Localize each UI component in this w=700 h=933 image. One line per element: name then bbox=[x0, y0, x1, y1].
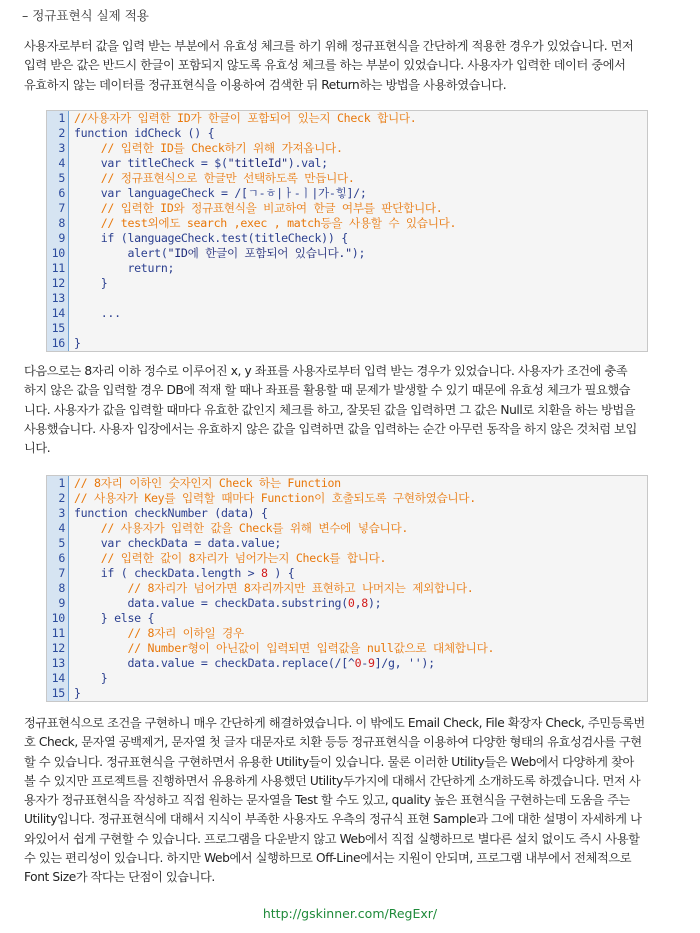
line-number: 7 bbox=[58, 566, 65, 580]
code-block-id-check bbox=[46, 110, 648, 352]
code-text: var languageCheck = /[ㄱ-ㅎ|ㅏ-ㅣ|가-힣]/; bbox=[74, 186, 367, 200]
code-line bbox=[47, 231, 647, 246]
line-number: 14 bbox=[51, 306, 65, 320]
paragraph-line: 사용자로부터 값을 입력 받는 부분에서 유효성 체크를 하기 위해 정규표현식을 간단하게 적용한 경우가 있었습니다. 먼저 bbox=[24, 39, 634, 53]
code-text: return; bbox=[74, 261, 175, 275]
code-text: // 정규표현식으로 한글만 선택하도록 만듭니다. bbox=[100, 171, 355, 185]
code-text: } bbox=[74, 671, 108, 685]
line-number: 10 bbox=[51, 611, 65, 625]
line-number: 6 bbox=[58, 551, 65, 565]
code-line bbox=[47, 671, 647, 686]
paragraph-line: 와있어서 쉽게 구현할 수 있습니다. 프로그램을 다운받지 않고 Web에서 직접 실행하므로 별다른 설치 없이도 즉시 사용할 bbox=[24, 831, 640, 846]
code-text: } bbox=[74, 336, 81, 350]
code-line bbox=[47, 186, 647, 201]
code-line bbox=[47, 306, 647, 321]
code-text: } bbox=[74, 686, 81, 700]
paragraph-line: 하지 않은 값을 입력할 경우 DB에 적재 할 때나 좌표를 활용할 때 문제가 발생할 수 있기 때문에 유효성 체크가 필요했습 bbox=[24, 383, 631, 398]
code-text: if ( checkData.length > 8 ) { bbox=[74, 566, 295, 580]
code-block-check-number bbox=[46, 475, 648, 702]
utility-paragraph bbox=[24, 714, 664, 888]
code-line bbox=[47, 261, 647, 276]
code-line bbox=[47, 141, 647, 156]
paragraph-line: 니다. 사용자가 값을 입력할 때마다 유효한 값인지 체크를 하고, 잘못된 값을 입력하면 그 값은 Null로 치환을 하는 방법을 bbox=[24, 402, 636, 417]
line-number: 5 bbox=[58, 536, 65, 550]
line-number: 6 bbox=[58, 186, 65, 200]
paragraph-line: 볼 수 있지만 프로젝트를 진행하면서 유용하게 사용했던 Utility두가지에 대해서 간단하게 소개하도록 하겠습니다. 먼저 사 bbox=[24, 773, 641, 788]
paragraph-line: 수 있는 편리성이 있습니다. 하지만 Web에서 실행하므로 Off-Line에서는 지원이 안되며, 프로그램 내부에서 전체적으로 bbox=[24, 851, 632, 866]
code-line bbox=[47, 626, 647, 641]
paragraph-line: 다음으로는 8자리 이하 정수로 이루어진 x, y 좌표를 사용자로부터 입력 받는 경우가 있었습니다. 사용자가 조건에 충족 bbox=[24, 364, 628, 378]
code-text: // Number형이 아닌값이 입력되면 입력값을 null값으로 대체합니다. bbox=[127, 641, 495, 655]
paragraph-line: 입력 받은 값은 반드시 한글이 포함되지 않도록 유효성 체크를 하는 부분이 있었습니다. 사용자가 입력한 데이터 중에서 bbox=[24, 58, 626, 73]
code-line bbox=[47, 656, 647, 671]
paragraph-line: Utility입니다. 정규표현식에 대해서 지식이 부족한 사용자도 우측의 정규식 표현 Sample과 그에 대한 설명이 자세하게 나 bbox=[24, 812, 642, 827]
code-text: alert("ID에 한글이 포함되어 있습니다."); bbox=[74, 246, 366, 260]
line-number: 11 bbox=[51, 626, 65, 640]
line-number: 15 bbox=[51, 321, 65, 335]
code-line bbox=[47, 491, 647, 506]
code-text: // test외에도 search ,exec , match등을 사용할 수 있습니다. bbox=[100, 216, 457, 230]
line-number: 4 bbox=[58, 521, 65, 535]
line-number: 13 bbox=[51, 656, 65, 670]
paragraph-line: 할 수 있습니다. 정규표현식을 구현하면서 유용한 Utility들이 있습니다. 물론 이러한 Utility들은 Web에서 다양하게 찾아 bbox=[24, 754, 634, 769]
code-line bbox=[47, 291, 647, 306]
code-line bbox=[47, 521, 647, 536]
paragraph-line: 니다. bbox=[24, 441, 51, 456]
code-text: var titleCheck = $("titleId").val; bbox=[74, 156, 328, 170]
code-line bbox=[47, 536, 647, 551]
line-number: 10 bbox=[51, 246, 65, 260]
line-number: 2 bbox=[58, 491, 65, 505]
line-number: 3 bbox=[58, 141, 65, 155]
line-number: 9 bbox=[58, 231, 65, 245]
code-line bbox=[47, 216, 647, 231]
code-line bbox=[47, 246, 647, 261]
line-number: 1 bbox=[58, 476, 65, 490]
code-line bbox=[47, 641, 647, 656]
line-number: 14 bbox=[51, 671, 65, 685]
code-line bbox=[47, 596, 647, 611]
code-line bbox=[47, 506, 647, 521]
line-number: 1 bbox=[58, 111, 65, 125]
code-line bbox=[47, 581, 647, 596]
code-text: data.value = checkData.replace(/[^0-9]/g, ''); bbox=[74, 656, 435, 670]
paragraph-line: Font Size가 작다는 단점이 있습니다. bbox=[24, 870, 215, 885]
line-number: 4 bbox=[58, 156, 65, 170]
line-number: 12 bbox=[51, 641, 65, 655]
code-text: // 8자리 이하인 숫자인지 Check 하는 Function bbox=[74, 476, 341, 490]
code-text: data.value = checkData.substring(0,8); bbox=[74, 596, 382, 610]
paragraph-line: 사용했습니다. 사용자 입장에서는 유효하지 않은 값을 입력하면 값을 입력하는 순간 아무런 동작을 하지 않은 것처럼 보입 bbox=[24, 421, 637, 436]
line-number: 8 bbox=[58, 581, 65, 595]
paragraph-line: 용자가 정규표현식을 작성하고 직접 원하는 문자열을 Test 할 수도 있고, quality 높은 표현식을 구현하는데 도움을 주는 bbox=[24, 793, 630, 808]
code-line bbox=[47, 276, 647, 291]
code-line bbox=[47, 476, 647, 491]
coordinate-paragraph bbox=[24, 362, 664, 458]
line-number: 8 bbox=[58, 216, 65, 230]
line-number: 2 bbox=[58, 126, 65, 140]
code-text: if (languageCheck.test(titleCheck)) { bbox=[74, 231, 348, 245]
code-line bbox=[47, 611, 647, 626]
code-text: function checkNumber (data) { bbox=[74, 506, 268, 520]
intro-paragraph bbox=[24, 37, 664, 95]
code-line bbox=[47, 156, 647, 171]
code-text: } else { bbox=[74, 611, 155, 625]
line-number: 3 bbox=[58, 506, 65, 520]
code-text: ... bbox=[74, 306, 121, 320]
code-line bbox=[47, 111, 647, 126]
code-line bbox=[47, 201, 647, 216]
section-heading: – 정규표현식 실제 적용 bbox=[22, 8, 149, 23]
code-text: // 입력한 값이 8자리가 넘어가는지 Check를 합니다. bbox=[100, 551, 387, 565]
code-text: // 사용자가 Key를 입력할 때마다 Function이 호출되도록 구현하였습니다. bbox=[74, 491, 476, 505]
line-number: 11 bbox=[51, 261, 65, 275]
code-line bbox=[47, 171, 647, 186]
line-number: 13 bbox=[51, 291, 65, 305]
code-line bbox=[47, 551, 647, 566]
code-line bbox=[47, 321, 647, 336]
code-text: function idCheck () { bbox=[74, 126, 215, 140]
paragraph-line: 유효하지 않는 데이터를 정규표현식을 이용하여 검색한 뒤 Return하는 방법을 사용하였습니다. bbox=[24, 77, 507, 92]
line-number: 7 bbox=[58, 201, 65, 215]
code-text: var checkData = data.value; bbox=[74, 536, 282, 550]
code-text: } bbox=[74, 276, 108, 290]
code-line bbox=[47, 566, 647, 581]
code-text: // 8자리가 넘어가면 8자리까지만 표현하고 나머지는 제외합니다. bbox=[127, 581, 474, 595]
line-number: 9 bbox=[58, 596, 65, 610]
regexr-link[interactable]: http://gskinner.com/RegExr/ bbox=[262, 906, 438, 921]
code-text: // 사용자가 입력한 값을 Check를 위해 변수에 넣습니다. bbox=[100, 521, 409, 535]
line-number: 5 bbox=[58, 171, 65, 185]
line-number: 16 bbox=[51, 336, 65, 350]
line-number: 15 bbox=[51, 686, 65, 700]
code-text: // 8자리 이하일 경우 bbox=[127, 626, 244, 640]
code-line bbox=[47, 336, 647, 351]
paragraph-line: 정규표현식으로 조건을 구현하니 매우 간단하게 해결하였습니다. 이 밖에도 Email Check, File 확장자 Check, 주민등록번 bbox=[24, 716, 645, 730]
code-text: // 입력한 ID를 Check하기 위해 가져옵니다. bbox=[100, 141, 343, 155]
code-text: //사용자가 입력한 ID가 한글이 포함되어 있는지 Check 합니다. bbox=[74, 111, 417, 125]
code-line bbox=[47, 126, 647, 141]
line-number: 12 bbox=[51, 276, 65, 290]
code-line bbox=[47, 686, 647, 701]
code-text: // 입력한 ID와 정규표현식을 비교하여 한글 여부를 판단합니다. bbox=[100, 201, 443, 215]
paragraph-line: 호 Check, 문자열 공백제거, 문자열 첫 글자 대문자로 치환 등등 정규표현식을 이용하여 다양한 형태의 유효성검사를 구현 bbox=[24, 735, 642, 750]
